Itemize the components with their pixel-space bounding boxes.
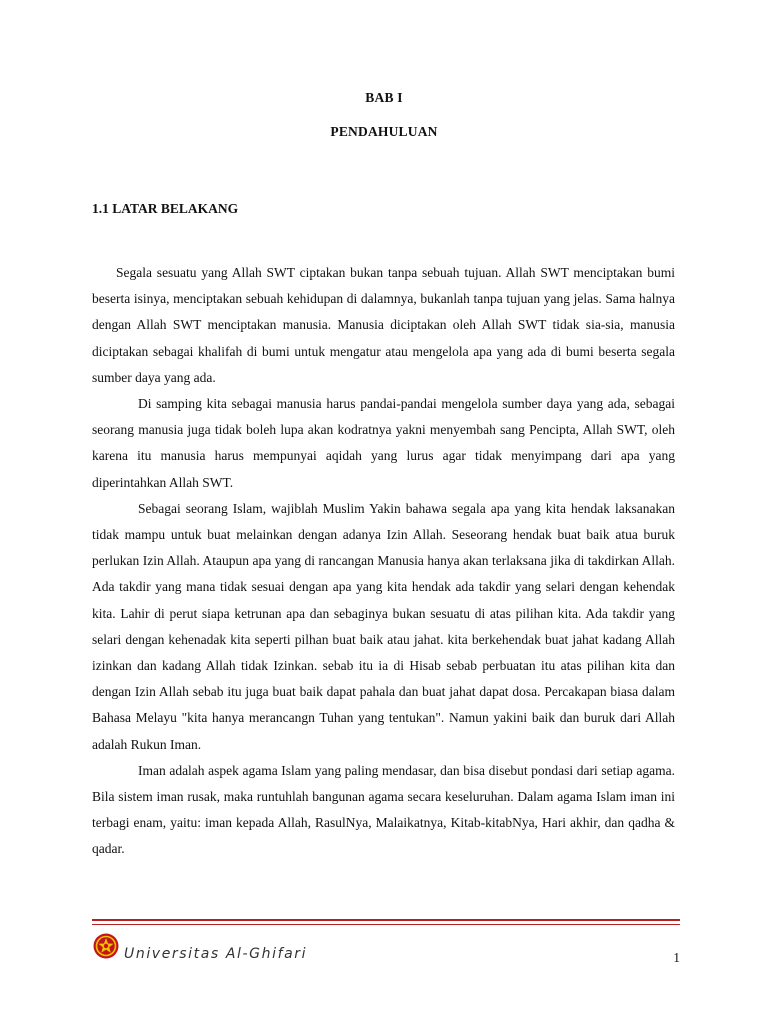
chapter-title: PENDAHULUAN [330,124,438,139]
university-name: Universitas Al-Ghifari [124,946,308,962]
chapter-number: BAB I [365,90,403,105]
paragraph: Sebagai seorang Islam, wajiblah Muslim Yakin bahawa segala apa yang kita hendak laksanakan tidak mampu untuk buat melainkan dengan adanya Izin Allah. Seseorang hendak buat baik atua buruk perlukan Izin Allah. Ataupun apa yang di rancangan Manusia hanya akan terlaksana jika di takdirkan Allah. Ada takdir yang mana tidak sesuai dengan apa yang kita hendak ada takdir yang selari dengan kehendak kita. Lahir di perut siapa ketrunan apa dan sebaginya bukan sesuatu di atas pilihan kita. Ada takdir yang selari dengan kehenadak kita seperti pilhan buat baik atau jahat. kita berkehendak buat jahat kadang Allah izinkan dan kadang Allah tidak Izinkan. sebab itu ia di Hisab sebab perbuatan itu atas pilihan kita dan dengan Izin Allah sebab itu juga buat baik dapat pahala dan buat jahat dapat dosa. Percakapan biasa dalam Bahasa Melayu "kita hanya merancangn Tuhan yang tentukan". Namun yakini baik dan buruk dari Allah adalah Rukun Iman. [92,500,675,752]
section-heading: 1.1 LATAR BELAKANG [92,201,239,216]
page-number: 1 [673,950,680,965]
body-text [92,260,675,863]
paragraph: Di samping kita sebagai manusia harus pandai-pandai mengelola sumber daya yang ada, sebagai seorang manusia juga tidak boleh lupa akan kodratnya yakni menyembah sang Pencipta, Allah SWT, oleh karena itu manusia harus mempunyai aqidah yang lurus agar tidak menyimpang dari apa yang diperintahkan Allah SWT. [92,396,675,490]
footer-rule-thin [92,924,680,925]
paragraph: Segala sesuatu yang Allah SWT ciptakan bukan tanpa sebuah tujuan. Allah SWT menciptakan bumi beserta isinya, menciptakan sebuah kehidupan di dalamnya, bukanlah tanpa tujuan yang jelas. Sama halnya dengan Allah SWT menciptakan manusia. Manusia diciptakan oleh Allah SWT tidak sia-sia, manusia diciptakan sebagai khalifah di bumi untuk mengatur atau mengelola apa yang ada di bumi beserta segala sumber daya yang ada. [92,265,675,385]
university-logo-icon [93,933,119,959]
footer-rule [92,919,680,921]
paragraph: Iman adalah aspek agama Islam yang paling mendasar, dan bisa disebut pondasi dari setiap agama. Bila sistem iman rusak, maka runtuhlah bangunan agama secara keseluruhan. Dalam agama Islam iman ini terbagi enam, yaitu: iman kepada Allah, RasulNya, Malaikatnya, Kitab-kitabNya, Hari akhir, dan qadha & qadar. [92,762,675,857]
